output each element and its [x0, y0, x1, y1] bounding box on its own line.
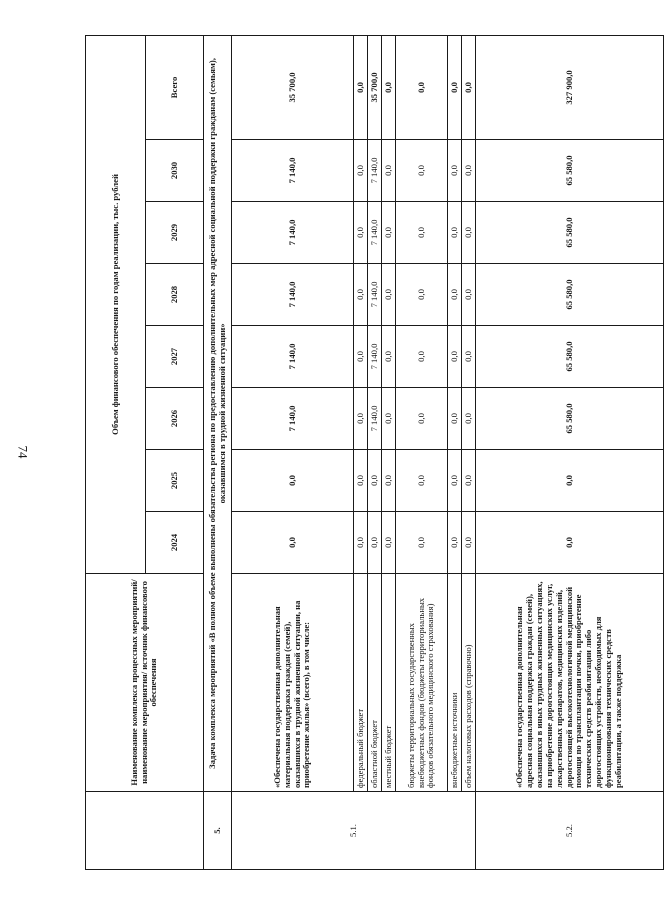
value-cell: 0,0	[448, 202, 462, 264]
value-cell: 0,0	[396, 450, 448, 512]
value-cell: 7 140,0	[232, 326, 354, 388]
value-cell: 0,0	[354, 450, 368, 512]
source-tax-expenditure: объем налоговых расходов (справочно)	[462, 574, 476, 792]
value-cell: 0,0	[448, 264, 462, 326]
value-cell: 0,0	[396, 512, 448, 574]
task-row	[204, 35, 232, 869]
row-5-1-local	[382, 35, 396, 869]
value-cell: 7 140,0	[232, 264, 354, 326]
year-2026: 2026	[146, 388, 204, 450]
source-regional: областной бюджет	[368, 574, 382, 792]
value-cell: 0,0	[354, 512, 368, 574]
source-territorial-funds: бюджеты территориальных государственных внебюджетных фондов (бюджеты территориальных фондов обязательного медицинского страхования)	[396, 574, 448, 792]
value-cell: 0,0	[368, 450, 382, 512]
value-cell: 0,0	[354, 202, 368, 264]
year-2024: 2024	[146, 512, 204, 574]
task-number: 5.	[204, 792, 232, 870]
value-cell: 0,0	[354, 140, 368, 202]
value-cell: 0,0	[396, 35, 448, 139]
value-cell: 0,0	[448, 450, 462, 512]
year-2028: 2028	[146, 264, 204, 326]
value-cell: 0,0	[448, 35, 462, 139]
financing-table	[85, 35, 664, 870]
value-cell: 0,0	[396, 202, 448, 264]
task-text: Задача комплекса мероприятий «В полном объеме выполнены обязательства региона по предоставлению дополнительных мер адресной социальной поддержки гражданам (семьям), оказавшимся в трудной жизненной ситуации»	[204, 35, 232, 791]
value-cell: 7 140,0	[368, 388, 382, 450]
year-2029: 2029	[146, 202, 204, 264]
year-2030: 2030	[146, 140, 204, 202]
source-extrabudgetary: внебюджетные источники	[448, 574, 462, 792]
value-cell: 327 900,0	[476, 35, 664, 139]
year-2025: 2025	[146, 450, 204, 512]
value-cell: 0,0	[396, 326, 448, 388]
value-cell: 0,0	[354, 388, 368, 450]
value-cell: 0,0	[448, 388, 462, 450]
value-cell: 0,0	[396, 388, 448, 450]
value-cell: 0,0	[462, 35, 476, 139]
value-cell: 0,0	[462, 264, 476, 326]
value-cell: 0,0	[382, 388, 396, 450]
value-cell: 7 140,0	[368, 326, 382, 388]
value-cell: 0,0	[476, 512, 664, 574]
value-cell: 0,0	[382, 264, 396, 326]
year-2027: 2027	[146, 326, 204, 388]
value-cell: 0,0	[462, 450, 476, 512]
value-cell: 7 140,0	[232, 388, 354, 450]
value-cell: 0,0	[382, 512, 396, 574]
row-5-1-total	[232, 35, 354, 869]
value-cell: 0,0	[396, 264, 448, 326]
value-cell: 0,0	[368, 512, 382, 574]
value-cell: 0,0	[462, 388, 476, 450]
value-cell: 35 700,0	[368, 35, 382, 139]
row-5-1-tax	[462, 35, 476, 869]
page-number: 74	[15, 445, 30, 459]
value-cell: 0,0	[382, 35, 396, 139]
value-cell: 0,0	[382, 450, 396, 512]
header-funding: Объем финансового обеспечения по годам реализации, тыс. рублей	[86, 35, 146, 573]
value-cell: 65 580,0	[476, 326, 664, 388]
value-cell: 0,0	[476, 450, 664, 512]
value-cell: 0,0	[354, 35, 368, 139]
value-cell: 0,0	[462, 202, 476, 264]
source-federal: федеральный бюджет	[354, 574, 368, 792]
value-cell: 35 700,0	[232, 35, 354, 139]
value-cell: 0,0	[462, 326, 476, 388]
row-5-1-extrabudgetary	[448, 35, 462, 869]
value-cell: 7 140,0	[368, 202, 382, 264]
value-cell: 0,0	[354, 326, 368, 388]
value-cell: 0,0	[462, 140, 476, 202]
rotated-table-area	[85, 36, 624, 870]
row-5-2-number: 5.2.	[476, 792, 664, 870]
row-5-2-total	[476, 35, 664, 869]
row-5-1-funds	[396, 35, 448, 869]
value-cell: 0,0	[448, 512, 462, 574]
row-5-1-number: 5.1.	[232, 792, 476, 870]
value-cell: 65 580,0	[476, 388, 664, 450]
value-cell: 0,0	[382, 202, 396, 264]
table-rotation-wrapper	[85, 36, 624, 870]
value-cell: 0,0	[232, 512, 354, 574]
value-cell: 0,0	[396, 140, 448, 202]
value-cell: 7 140,0	[232, 202, 354, 264]
value-cell: 0,0	[448, 140, 462, 202]
row-5-1-federal	[354, 35, 368, 869]
value-cell: 0,0	[382, 326, 396, 388]
value-cell: 0,0	[462, 512, 476, 574]
row-5-2-name: «Обеспечена государственная дополнительная адресная социальная поддержка граждан (семей), оказавшихся в иных трудных жизненных ситуациях, на приобретение дорогостоящих медицинских услуг, лекарственных препаратов, медицинских изделий, дорогостоящей высокотехнологичной медицинской помощи по трансплантации почки, приобретение технических средств реабилитации либо дорогостоящих устройств, необходимых для функционирования технических средств реабилитации, а также поддержка	[476, 574, 664, 792]
value-cell: 0,0	[354, 264, 368, 326]
value-cell: 65 580,0	[476, 140, 664, 202]
header-number-cell	[86, 792, 204, 870]
value-cell: 0,0	[382, 140, 396, 202]
row-5-1-regional	[368, 35, 382, 869]
value-cell: 7 140,0	[368, 264, 382, 326]
value-cell: 0,0	[232, 450, 354, 512]
value-cell: 65 580,0	[476, 202, 664, 264]
header-name: Наименование комплекса процессных мероприятий/наименование мероприятия/ источник финансового обеспечения	[86, 574, 204, 792]
source-local: местный бюджет	[382, 574, 396, 792]
value-cell: 0,0	[448, 326, 462, 388]
value-cell: 7 140,0	[232, 140, 354, 202]
value-cell: 7 140,0	[368, 140, 382, 202]
year-total: Всего	[146, 35, 204, 139]
value-cell: 65 580,0	[476, 264, 664, 326]
header-row-1	[86, 35, 146, 869]
row-5-1-name: «Обеспечена государственная дополнительная материальная поддержка граждан (семей), оказавшихся в трудной жизненной ситуации, на приобретение жилья» (всего), в том числе:	[232, 574, 354, 792]
